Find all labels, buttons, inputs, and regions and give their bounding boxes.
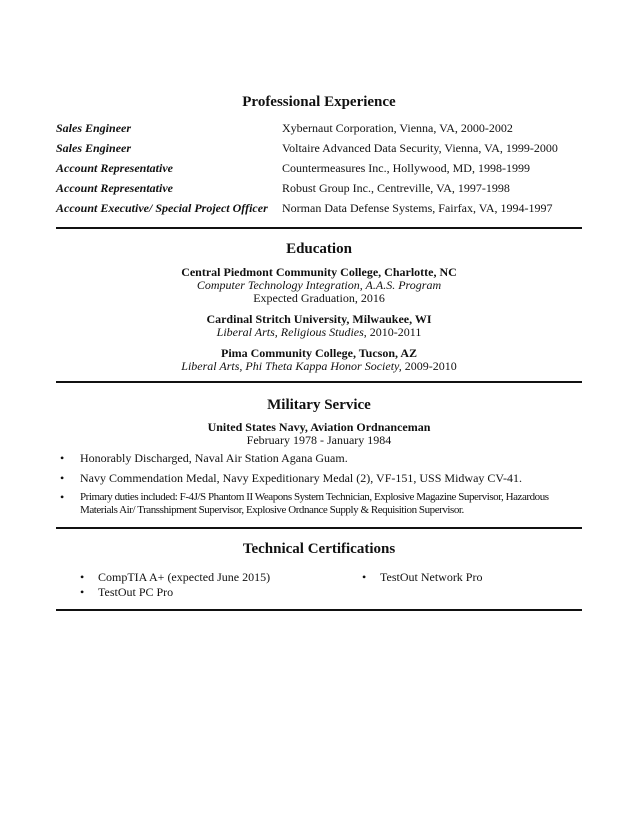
experience-row xyxy=(56,201,582,221)
military-entry xyxy=(0,421,638,447)
job-role: Account Representative xyxy=(56,161,173,175)
school-name: Cardinal Stritch University, Milwaukee, WI xyxy=(206,312,432,326)
education-entry xyxy=(0,266,638,305)
military-bullet-list xyxy=(56,451,582,517)
job-organization: Norman Data Defense Systems, Fairfax, VA, 1994-1997 xyxy=(282,201,553,215)
technical-certifications-heading: Technical Certifications xyxy=(242,541,396,557)
section-divider xyxy=(56,381,582,383)
experience-table xyxy=(56,121,582,221)
bullet-icon: • xyxy=(60,451,65,465)
section-divider xyxy=(56,527,582,529)
school-program: Liberal Arts, Phi Theta Kappa Honor Society, xyxy=(181,359,402,373)
school-program: Computer Technology Integration, A.A.S. Program xyxy=(196,278,442,292)
job-organization: Robust Group Inc., Centreville, VA, 1997-1998 xyxy=(282,181,510,195)
military-unit: United States Navy, Aviation Ordnanceman xyxy=(207,420,431,434)
certification-text: CompTIA A+ (expected June 2015) xyxy=(98,570,271,584)
experience-row xyxy=(56,161,582,181)
certification-text: TestOut PC Pro xyxy=(98,585,174,599)
job-role: Account Representative xyxy=(56,181,173,195)
school-program-line xyxy=(0,360,638,373)
certification-text: TestOut Network Pro xyxy=(380,570,483,584)
section-divider xyxy=(56,609,582,611)
bullet-icon: • xyxy=(362,570,367,584)
military-service-heading: Military Service xyxy=(267,397,371,413)
job-organization: Xybernaut Corporation, Vienna, VA, 2000-2002 xyxy=(282,121,513,135)
military-bullet-text: Honorably Discharged, Naval Air Station Agana Guam. xyxy=(80,451,348,465)
list-item xyxy=(56,471,582,486)
job-role: Sales Engineer xyxy=(56,121,132,135)
school-name: Pima Community College, Tucson, AZ xyxy=(220,346,418,360)
education-entry xyxy=(0,313,638,339)
experience-row xyxy=(56,121,582,141)
list-item xyxy=(56,451,582,466)
bullet-icon: • xyxy=(80,570,85,584)
job-role: Sales Engineer xyxy=(56,141,132,155)
experience-row xyxy=(56,141,582,161)
school-years: , 2010-2011 xyxy=(363,325,422,339)
bullet-icon: • xyxy=(60,490,64,504)
bullet-icon: • xyxy=(60,471,65,485)
list-item xyxy=(56,491,582,517)
job-organization: Countermeasures Inc., Hollywood, MD, 1998-1999 xyxy=(282,161,530,175)
professional-experience-heading: Professional Experience xyxy=(242,94,396,110)
school-detail: Expected Graduation, 2016 xyxy=(253,291,385,305)
school-program: Liberal Arts, Religious Studies xyxy=(216,325,364,339)
job-organization: Voltaire Advanced Data Security, Vienna, VA, 1999-2000 xyxy=(282,141,558,155)
job-role: Account Executive/ Special Project Officer xyxy=(56,201,268,215)
education-entry xyxy=(0,347,638,373)
school-years: 2009-2010 xyxy=(401,359,457,373)
school-program-line xyxy=(0,326,638,339)
education-heading: Education xyxy=(286,241,352,257)
military-dates: February 1978 - January 1984 xyxy=(246,433,392,447)
section-divider xyxy=(56,227,582,229)
school-name: Central Piedmont Community College, Charlotte, NC xyxy=(181,265,457,279)
bullet-icon: • xyxy=(80,585,85,599)
military-bullet-text: Navy Commendation Medal, Navy Expeditionary Medal (2), VF-151, USS Midway CV-41. xyxy=(80,471,522,485)
experience-row xyxy=(56,181,582,201)
military-bullet-text: Primary duties included: F-4J/S Phantom II Weapons System Technician, Explosive Magazine Supervisor, Hazardous Materials Air/ Transshipment Supervisor, Explosive Ordnance Supply & Requisition Supervisor. xyxy=(80,491,549,516)
